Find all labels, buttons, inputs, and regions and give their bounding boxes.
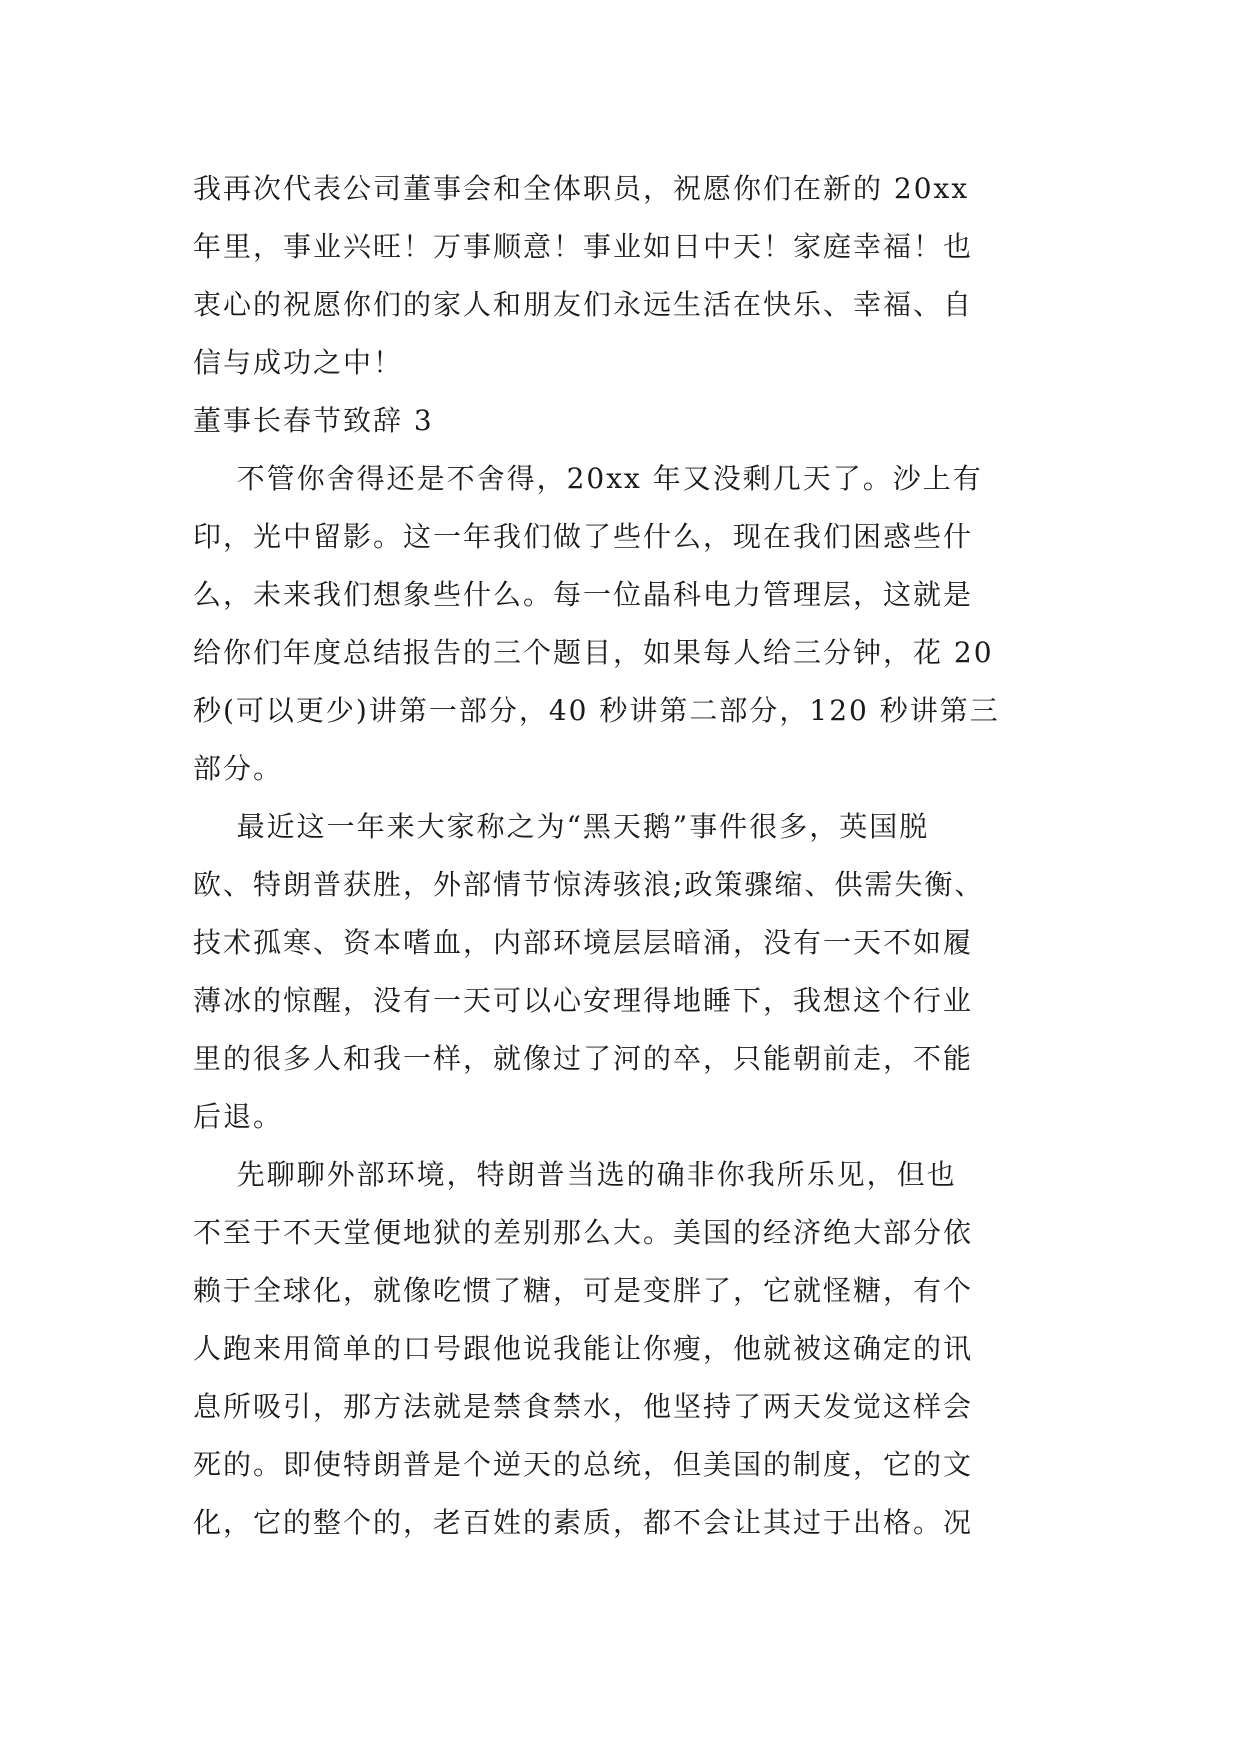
text-line: 不管你舍得还是不舍得，20xx 年又没剩几天了。沙上有 xyxy=(193,462,983,495)
text-line: 息所吸引，那方法就是禁食禁水，他坚持了两天发觉这样会 xyxy=(193,1390,974,1423)
document-page xyxy=(193,160,1049,1552)
text-line: 给你们年度总结报告的三个题目，如果每人给三分钟，花 20 xyxy=(193,636,994,669)
section-title: 董事长春节致辞 3 xyxy=(193,404,434,437)
text-line: 欧、特朗普获胜，外部情节惊涛骇浪;政策骤缩、供需失衡、 xyxy=(193,868,985,901)
text-line: 先聊聊外部环境，特朗普当选的确非你我所乐见，但也 xyxy=(193,1158,957,1191)
text-line: 死的。即使特朗普是个逆天的总统，但美国的制度，它的文 xyxy=(193,1448,974,1481)
intro-paragraph xyxy=(193,160,1049,392)
text-line: 部分。 xyxy=(193,752,284,785)
paragraph-1 xyxy=(193,450,1049,798)
paragraph-3 xyxy=(193,1146,1049,1552)
text-line: 我再次代表公司董事会和全体职员，祝愿你们在新的 20xx xyxy=(193,172,970,205)
paragraph-2 xyxy=(193,798,1049,1146)
text-line: 秒(可以更少)讲第一部分，40 秒讲第二部分，120 秒讲第三 xyxy=(193,694,1000,727)
text-line: 衷心的祝愿你们的家人和朋友们永远生活在快乐、幸福、自 xyxy=(193,288,974,321)
text-line: 信与成功之中！ xyxy=(193,346,404,379)
text-line: 不至于不天堂便地狱的差别那么大。美国的经济绝大部分依 xyxy=(193,1216,974,1249)
text-line: 技术孤寒、资本嗜血，内部环境层层暗涌，没有一天不如履 xyxy=(193,926,974,959)
text-line: 年里，事业兴旺！万事顺意！事业如日中天！家庭幸福！也 xyxy=(193,230,974,263)
text-line: 赖于全球化，就像吃惯了糖，可是变胖了，它就怪糖，有个 xyxy=(193,1274,974,1307)
text-line: 化，它的整个的，老百姓的素质，都不会让其过于出格。况 xyxy=(193,1506,974,1539)
text-line: 么，未来我们想象些什么。每一位晶科电力管理层，这就是 xyxy=(193,578,974,611)
text-line: 最近这一年来大家称之为“黑天鹅”事件很多，英国脱 xyxy=(193,810,930,843)
text-line: 后退。 xyxy=(193,1100,284,1133)
text-line: 印，光中留影。这一年我们做了些什么，现在我们困惑些什 xyxy=(193,520,974,553)
text-line: 人跑来用简单的口号跟他说我能让你瘦，他就被这确定的讯 xyxy=(193,1332,974,1365)
text-line: 薄冰的惊醒，没有一天可以心安理得地睡下，我想这个行业 xyxy=(193,984,974,1017)
text-line: 里的很多人和我一样，就像过了河的卒，只能朝前走，不能 xyxy=(193,1042,974,1075)
